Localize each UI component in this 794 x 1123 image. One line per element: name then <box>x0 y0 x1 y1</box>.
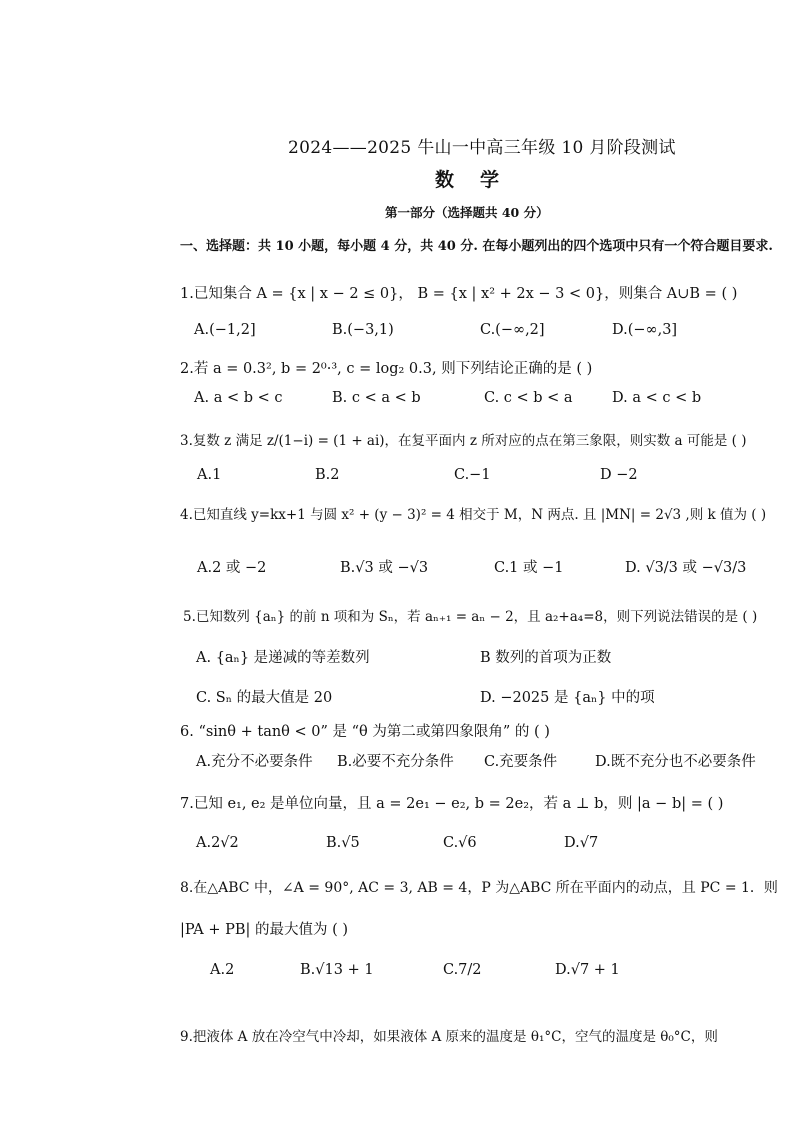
question-3-option-d: D −2 <box>600 467 638 483</box>
question-8-stem-continued: |PA + PB| 的最大值为 ( ) <box>180 922 349 938</box>
section-instructions: 一、选择题：共 10 小题，每小题 4 分，共 40 分. 在每小题列出的四个选项中只有一个符合题目要求. <box>180 239 773 254</box>
question-2-option-b: B. c < a < b <box>332 390 421 406</box>
question-3-option-b: B.2 <box>315 467 340 483</box>
question-4-option-b: B.√3 或 −√3 <box>340 560 429 576</box>
question-2-option-c: C. c < b < a <box>484 390 573 406</box>
question-1-option-a: A.(−1,2] <box>194 322 256 338</box>
question-5-option-d: D. −2025 是 {aₙ} 中的项 <box>480 690 655 706</box>
question-5-option-c: C. Sₙ 的最大值是 20 <box>196 690 333 706</box>
question-2-option-a: A. a < b < c <box>194 390 283 406</box>
question-7-stem: 7.已知 e₁, e₂ 是单位向量，且 a = 2e₁ − e₂, b = 2e₂，若 a ⊥ b，则 |a − b| = ( ) <box>180 796 724 812</box>
question-5-option-b: B 数列的首项为正数 <box>480 650 612 666</box>
part-heading: 第一部分（选择题共 40 分） <box>385 205 549 220</box>
question-7-option-b: B.√5 <box>326 835 360 851</box>
question-2-option-d: D. a < c < b <box>612 390 702 406</box>
question-1-stem: 1.已知集合 A = {x | x − 2 ≤ 0}， B = {x | x² + 2x − 3 < 0}，则集合 A∪B = ( ) <box>180 286 738 302</box>
question-8-option-d: D.√7 + 1 <box>555 962 620 978</box>
question-8-option-b: B.√13 + 1 <box>300 962 374 978</box>
question-8-option-a: A.2 <box>210 962 235 978</box>
question-4-option-c: C.1 或 −1 <box>494 560 564 576</box>
question-1-option-d: D.(−∞,3] <box>612 322 678 338</box>
question-6-option-a: A.充分不必要条件 <box>196 754 313 770</box>
question-7-option-c: C.√6 <box>443 835 477 851</box>
question-7-option-a: A.2√2 <box>196 835 239 851</box>
question-9-stem: 9.把液体 A 放在冷空气中冷却，如果液体 A 原来的温度是 θ₁°C，空气的温度是 θ₀°C，则 <box>180 1029 718 1045</box>
question-3-option-a: A.1 <box>197 467 222 483</box>
question-8-stem: 8.在△ABC 中，∠A = 90°, AC = 3, AB = 4，P 为△ABC 所在平面内的动点，且 PC = 1．则 <box>180 880 778 896</box>
question-1-option-b: B.(−3,1) <box>332 322 394 338</box>
question-3-stem: 3.复数 z 满足 z/(1−i) = (1 + ai)，在复平面内 z 所对应的点在第三象限，则实数 a 可能是 ( ) <box>180 433 747 449</box>
question-6-option-d: D.既不充分也不必要条件 <box>595 754 756 770</box>
question-6-stem: 6. “sinθ + tanθ < 0” 是 “θ 为第二或第四象限角” 的 ( ) <box>180 724 550 740</box>
question-5-option-a: A. {aₙ} 是递减的等差数列 <box>196 650 370 666</box>
subject-heading: 数学 <box>435 169 526 191</box>
question-6-option-b: B.必要不充分条件 <box>337 754 454 770</box>
question-6-option-c: C.充要条件 <box>484 754 558 770</box>
question-2-stem: 2.若 a = 0.3², b = 2⁰·³, c = log₂ 0.3, 则下列结论正确的是 ( ) <box>180 361 593 377</box>
exam-title: 2024——2025 牛山一中高三年级 10 月阶段测试 <box>288 138 676 158</box>
question-8-option-c: C.7/2 <box>443 962 482 978</box>
question-4-stem: 4.已知直线 y=kx+1 与圆 x² + (y − 3)² = 4 相交于 M，N 两点. 且 |MN| = 2√3 ,则 k 值为 ( ) <box>180 507 767 523</box>
question-4-option-a: A.2 或 −2 <box>197 560 267 576</box>
question-3-option-c: C.−1 <box>454 467 491 483</box>
question-5-stem: 5.已知数列 {aₙ} 的前 n 项和为 Sₙ，若 aₙ₊₁ = aₙ − 2，且 a₂+a₄=8，则下列说法错误的是 ( ) <box>183 609 758 625</box>
question-7-option-d: D.√7 <box>564 835 599 851</box>
question-4-option-d: D. √3/3 或 −√3/3 <box>625 560 747 576</box>
question-1-option-c: C.(−∞,2] <box>480 322 545 338</box>
